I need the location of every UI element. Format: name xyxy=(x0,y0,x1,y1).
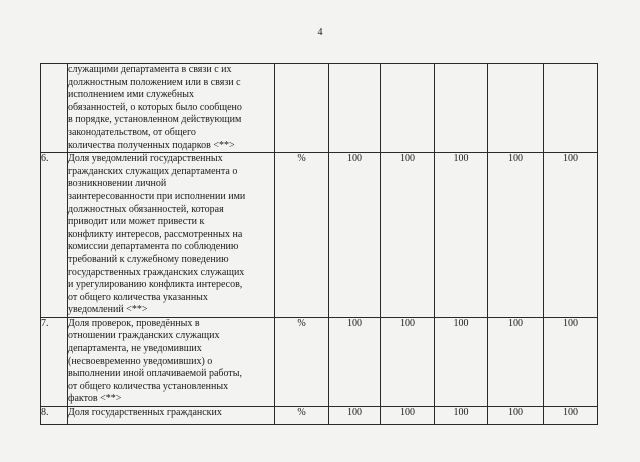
row-unit: % xyxy=(275,407,329,425)
value-cell: 100 xyxy=(435,153,488,318)
value-cell: 100 xyxy=(488,407,544,425)
value-cell: 100 xyxy=(488,317,544,406)
row-number: 7. xyxy=(41,317,68,406)
row-description: служащими департамента в связи с их должностным положением или в связи с исполнением ими служебных обязанностей, о которых было сообщено в порядке, установленном действующим законодательством, от общего количества полученных подарков <**> xyxy=(68,64,275,153)
value-cell xyxy=(488,64,544,153)
table-row xyxy=(41,407,598,425)
row-number: 8. xyxy=(41,407,68,425)
value-cell xyxy=(435,64,488,153)
row-description: Доля проверок, проведённых в отношении гражданских служащих департамента, не уведомивших (несвоевременно уведомивших) о выполнении иной оплачиваемой работы, от общего количества установленных фактов <**> xyxy=(68,317,275,406)
value-cell: 100 xyxy=(329,317,381,406)
page-number: 4 xyxy=(317,27,323,38)
value-cell: 100 xyxy=(381,407,435,425)
value-cell: 100 xyxy=(381,153,435,318)
value-cell: 100 xyxy=(544,317,598,406)
value-cell: 100 xyxy=(488,153,544,318)
table-row xyxy=(41,153,598,318)
row-unit: % xyxy=(275,317,329,406)
row-number xyxy=(41,64,68,153)
value-cell: 100 xyxy=(329,153,381,318)
value-cell xyxy=(329,64,381,153)
row-description: Доля уведомлений государственных гражданских служащих департамента о возникновении личной заинтересованности при исполнении ими должностных обязанностей, которая приводит или может привести к конфликту интересов, рассмотренных на комиссии департамента по соблюдению требований к служебному поведению государственных гражданских служащих и урегулированию конфликта интересов, от общего количества указанных уведомлений <**> xyxy=(68,153,275,318)
indicators-table xyxy=(40,63,598,425)
value-cell: 100 xyxy=(435,407,488,425)
value-cell: 100 xyxy=(381,317,435,406)
row-description: Доля государственных гражданских xyxy=(68,407,275,425)
value-cell: 100 xyxy=(329,407,381,425)
value-cell: 100 xyxy=(435,317,488,406)
row-number: 6. xyxy=(41,153,68,318)
value-cell xyxy=(544,64,598,153)
table-row xyxy=(41,64,598,153)
value-cell: 100 xyxy=(544,153,598,318)
row-unit: % xyxy=(275,153,329,318)
row-unit xyxy=(275,64,329,153)
value-cell xyxy=(381,64,435,153)
table-row xyxy=(41,317,598,406)
value-cell: 100 xyxy=(544,407,598,425)
